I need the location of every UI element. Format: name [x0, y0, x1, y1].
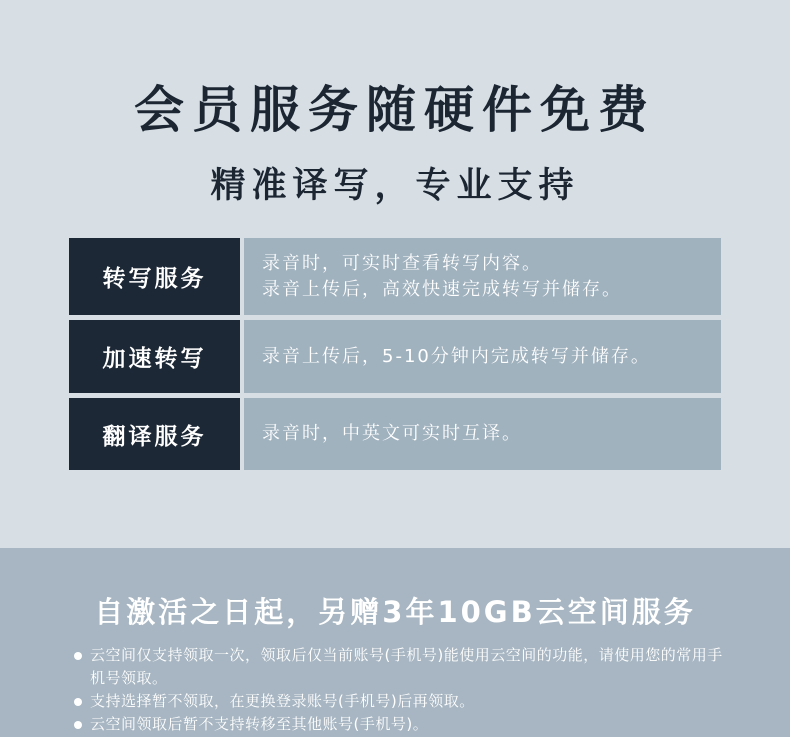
bonus-notes — [74, 644, 724, 736]
bonus-title: 自激活之日起，另赠3年10GB云空间服务 — [94, 595, 696, 629]
bonus-section — [0, 548, 790, 737]
bonus-note-text: 云空间仅支持领取一次，领取后仅当前账号(手机号)能使用云空间的功能，请使用您的常用手机号领取。 — [90, 646, 723, 687]
service-description — [244, 398, 721, 470]
service-description-line: 录音时，中英文可实时互译。 — [262, 423, 522, 444]
service-row-fast-transcription — [69, 320, 721, 393]
page-title: 会员服务随硬件免费 — [134, 81, 656, 139]
service-description-line: 录音时，可实时查看转写内容。 — [262, 252, 542, 274]
bonus-note-text: 云空间领取后暂不支持转移至其他账号(手机号)。 — [90, 715, 429, 733]
bonus-note — [74, 690, 724, 713]
page-subtitle: 精准译写，专业支持 — [210, 166, 580, 206]
bullet-icon — [74, 698, 82, 706]
service-description-line: 录音上传后，5-10分钟内完成转写并储存。 — [262, 345, 651, 367]
service-label: 加速转写 — [69, 320, 240, 393]
bonus-note-text: 支持选择暂不领取，在更换登录账号(手机号)后再领取。 — [90, 692, 475, 710]
service-description — [244, 320, 721, 393]
service-description — [244, 238, 721, 315]
bullet-icon — [74, 721, 82, 729]
bonus-note — [74, 713, 724, 736]
service-label: 转写服务 — [69, 238, 240, 315]
service-description-line: 录音上传后，高效快速完成转写并储存。 — [262, 278, 622, 300]
service-label: 翻译服务 — [69, 398, 240, 470]
bonus-note — [74, 644, 724, 690]
bullet-icon — [74, 652, 82, 660]
service-row-transcription — [69, 238, 721, 315]
service-row-translation — [69, 398, 721, 470]
service-table — [69, 238, 721, 475]
